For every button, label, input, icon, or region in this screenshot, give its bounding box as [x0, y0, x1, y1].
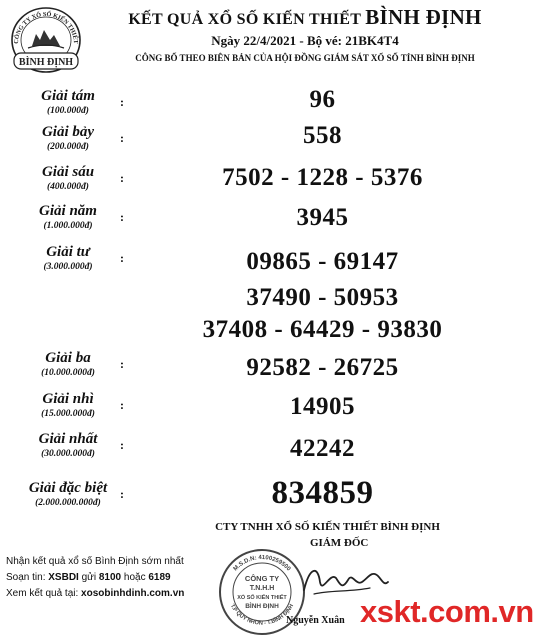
website-prefix: Xem kết quả tại: — [6, 588, 82, 599]
seal-tax-id: M.S.D.N: 4100259500 — [232, 554, 292, 573]
sms-or: hoặc — [121, 572, 149, 583]
prize-8-name: Giải tám — [41, 88, 95, 104]
sms-code: XSBDI — [48, 572, 79, 583]
prize-1-colon: : — [120, 438, 124, 452]
prize-3-colon: : — [120, 357, 124, 371]
prize-7-name: Giải bảy — [41, 124, 95, 140]
sms-send-to: gửi — [78, 572, 99, 583]
special-prize-name: Giải đặc biệt — [28, 480, 108, 496]
prize-1-number: 42242 — [290, 435, 355, 462]
logo-ring-text: CÔNG TY XỔ SỐ KIẾN THIẾT — [12, 10, 80, 45]
announcement-note: CÔNG BỐ THEO BIÊN BẢN CỦA HỘI ĐỒNG GIÁM SÁT XỔ SỐ TỈNH BÌNH ĐỊNH — [135, 53, 475, 63]
site-watermark: xskt.com.vn — [360, 594, 534, 629]
special-prize-number: 834859 — [271, 475, 374, 511]
prize-2-number: 14905 — [290, 393, 355, 420]
prize-5-colon: : — [120, 210, 124, 224]
website-link[interactable]: xosobinhdinh.com.vn — [81, 588, 185, 599]
director-title: GIÁM ĐỐC — [310, 537, 369, 549]
prize-7-colon: : — [120, 131, 124, 145]
prize-6-numbers: 7502 - 1228 - 5376 — [222, 164, 423, 191]
prize-1-value: (30.000.000đ) — [41, 449, 95, 459]
prize-5-number: 3945 — [296, 204, 349, 231]
prize-2-name: Giải nhì — [42, 391, 94, 407]
prize-5-value: (1.000.000đ) — [43, 221, 93, 231]
prize-8-colon: : — [120, 95, 124, 109]
prize-8-value: (100.000đ) — [47, 106, 89, 116]
prize-5-name: Giải năm — [39, 203, 97, 219]
prize-3-numbers: 92582 - 26725 — [246, 354, 399, 381]
svg-text:M.S.D.N: 4100259500 — [233, 555, 292, 573]
prize-3-value: (10.000.000đ) — [41, 368, 95, 378]
prize-6-colon: : — [120, 171, 124, 185]
prize-2-value: (15.000.000đ) — [41, 409, 95, 419]
company-logo — [6, 4, 86, 74]
signer-name: Nguyễn Xuân — [286, 615, 345, 626]
prize-7-number: 558 — [303, 122, 342, 149]
seal-address: T.P QUY NHƠN - T.BÌNH ĐỊNH — [228, 603, 296, 627]
prize-4-numbers-row-3: 37408 - 64429 - 93830 — [202, 316, 443, 343]
title-prefix: KẾT QUẢ XỔ SỐ KIẾN THIẾT — [128, 11, 366, 28]
special-prize-value: (2.000.000.000đ) — [35, 498, 101, 508]
prize-4-numbers-row-1: 09865 - 69147 — [246, 248, 399, 275]
title-province: BÌNH ĐỊNH — [365, 5, 482, 29]
sms-info-line-2 — [6, 572, 171, 583]
page-title — [110, 5, 500, 30]
website-info-line — [6, 588, 184, 599]
prize-3-name: Giải ba — [45, 350, 91, 366]
prize-2-colon: : — [120, 398, 124, 412]
seal-line-3: XỔ SỐ KIẾN THIẾT — [237, 595, 287, 601]
prize-6-value: (400.000đ) — [47, 182, 89, 192]
prize-1-name: Giải nhất — [38, 431, 98, 447]
seal-line-2: T.N.H.H — [249, 585, 275, 592]
company-name: CTY TNHH XỔ SỐ KIẾN THIẾT BÌNH ĐỊNH — [215, 521, 440, 533]
draw-date: Ngày 22/4/2021 - Bộ vé: 21BK4T4 — [211, 33, 399, 48]
sms-number-1: 8100 — [98, 572, 122, 583]
sms-info-line-1: Nhận kết quả xổ số Bình Định sớm nhất — [6, 556, 184, 567]
sms-prefix: Soạn tin: — [6, 572, 49, 583]
prize-4-numbers-row-2: 37490 - 50953 — [246, 284, 399, 311]
prize-4-name: Giải tư — [46, 244, 90, 260]
logo-label: BÌNH ĐỊNH — [18, 57, 74, 68]
seal-line-4: BÌNH ĐỊNH — [245, 603, 279, 610]
special-prize-colon: : — [120, 487, 124, 501]
seal-line-1: CÔNG TY — [244, 574, 280, 583]
prize-4-value: (3.000.000đ) — [43, 262, 93, 272]
prize-6-name: Giải sáu — [41, 164, 95, 180]
prize-8-number: 96 — [309, 86, 336, 113]
prize-7-value: (200.000đ) — [47, 142, 89, 152]
prize-4-colon: : — [120, 251, 124, 265]
sms-number-2: 6189 — [148, 572, 171, 583]
